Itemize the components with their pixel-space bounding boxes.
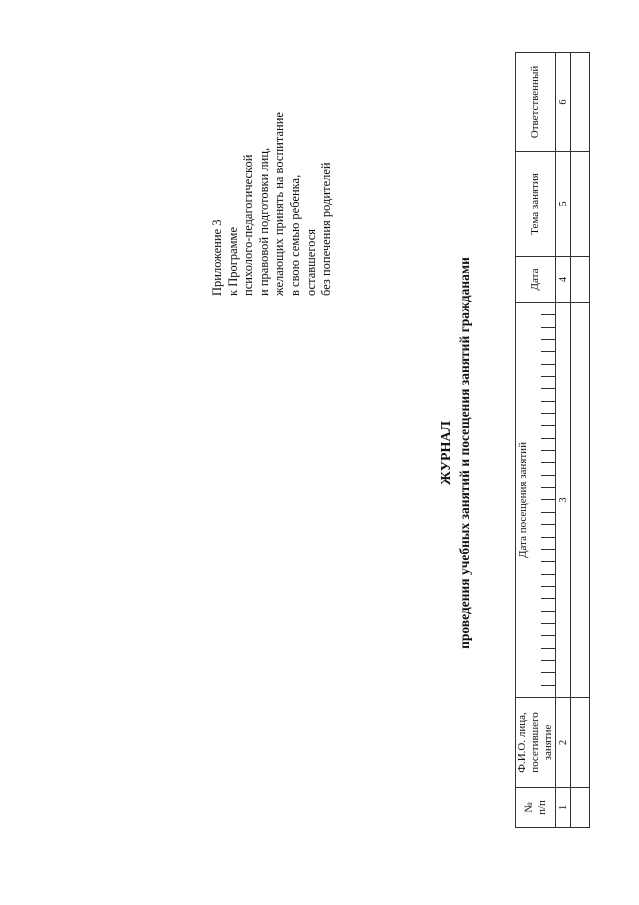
header-fio-line1: Ф.И.О. лица, [515,711,528,773]
rotated-page [190,28,639,878]
document-title [438,28,473,878]
journal-table [515,52,590,828]
header-topic: Тема занятия [515,151,555,256]
table-cell [570,697,589,787]
table-cell [570,52,589,151]
header-visits-label: Дата посещения занятий [516,441,529,558]
appendix-line: психолого-педагогической [240,154,255,296]
appendix-line: Приложение 3 [209,219,224,296]
table-header-row [515,52,555,827]
appendix-line: без попечения родителей [318,161,333,296]
header-num-line2: п/п [535,799,547,815]
appendix-line: и правовой подготовки лиц, [256,147,271,296]
header-responsible: Ответственный [515,52,555,151]
table-cell [570,151,589,256]
appendix-line: в свою семью ребенка, [287,174,302,296]
header-date: Дата [515,256,555,302]
table-cell [570,302,589,697]
col-number: 5 [555,151,570,256]
appendix-line: к Программе [225,226,240,296]
header-visits [515,302,555,697]
col-number: 6 [555,52,570,151]
appendix-line: желающих принять на воспитание [271,111,286,296]
title-main: ЖУРНАЛ [438,420,454,485]
header-num-line1: № [522,801,534,813]
col-number: 4 [555,256,570,302]
table-row [570,52,589,827]
appendix-note [210,31,335,296]
header-num [515,787,555,827]
appendix-line: оставшегося [303,228,318,296]
table-numbering-row [555,52,570,827]
table-cell [570,787,589,827]
col-number: 2 [555,697,570,787]
table-cell [570,256,589,302]
title-sub: проведения учебных занятий и посещения занятий гражданами [456,256,472,649]
col-number: 3 [555,302,570,697]
header-fio-line2: посетившего занятие [528,711,554,773]
visits-subgrid [541,303,555,697]
col-number: 1 [555,787,570,827]
header-fio [515,697,555,787]
